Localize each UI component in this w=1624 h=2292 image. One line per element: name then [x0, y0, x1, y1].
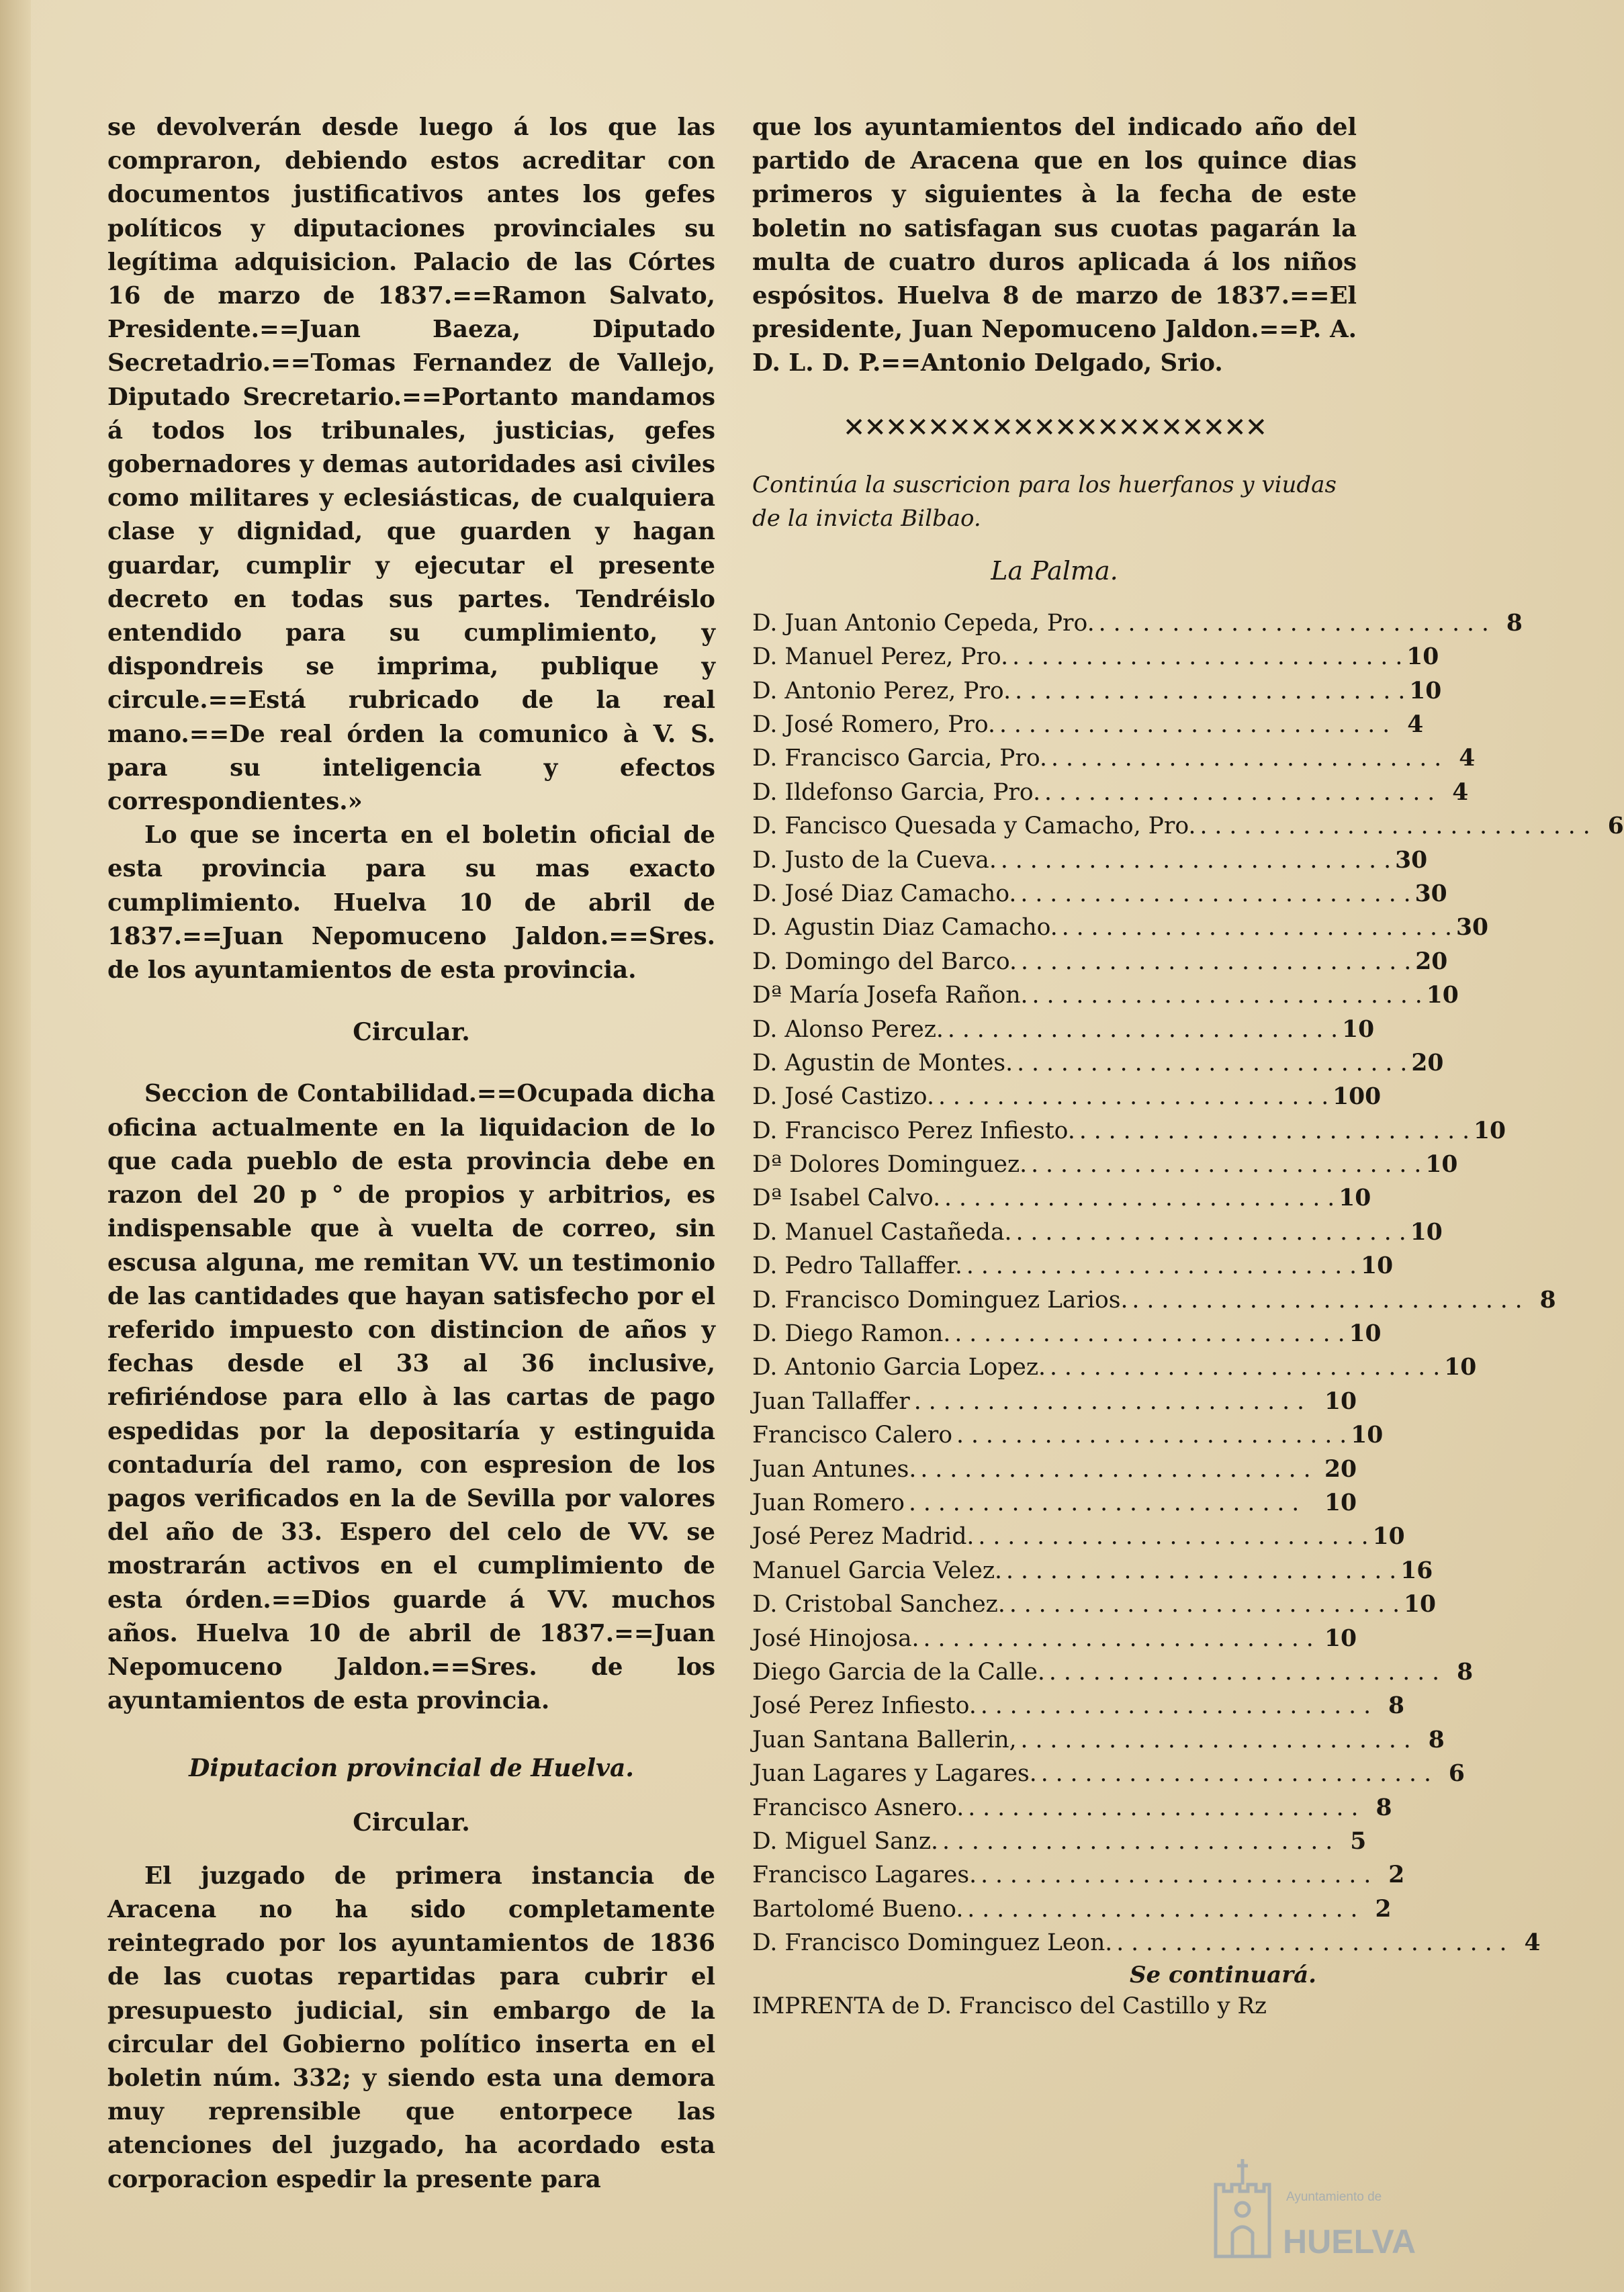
donor-amount: 30 — [1395, 846, 1428, 874]
donor-amount: 5 — [1350, 1827, 1367, 1855]
donor-row — [752, 1114, 1506, 1148]
donor-name: D. Juan Antonio Cepeda, Pro. — [752, 609, 1095, 637]
donor-name: D. José Romero, Pro. — [752, 711, 995, 738]
donor-amount: 10 — [1324, 1489, 1357, 1516]
leader-dots: . . . . . . . . . . . . . . . . . . . . . . . . . . . — [1016, 1218, 1406, 1246]
leader-dots: . . . . . . . . . . . . . . . . . . . . . . . . . . . — [944, 1185, 1335, 1212]
donor-amount: 2 — [1388, 1862, 1405, 1889]
donor-amount: 10 — [1349, 1320, 1382, 1348]
left-column — [107, 111, 715, 2197]
donor-name: Francisco Asnero. — [752, 1794, 964, 1821]
donor-list — [752, 606, 1624, 1960]
leader-dots: . . . . . . . . . . . . . . . . . . . . . . . . . . . — [966, 1252, 1357, 1280]
donor-amount: 10 — [1425, 1151, 1458, 1179]
donor-amount: 10 — [1342, 1015, 1375, 1043]
place-heading: La Palma. — [991, 555, 1118, 586]
subscription-title: Continúa la suscricion para los huerfanos y viudas de la invicta Bilbao. — [752, 471, 1337, 532]
leader-dots: . . . . . . . . . . . . . . . . . . . . . . . . . . . — [968, 1794, 1359, 1821]
donor-row — [752, 1080, 1382, 1113]
donor-row — [752, 1655, 1474, 1689]
donor-amount: 10 — [1339, 1185, 1371, 1212]
donor-name: D. Cristobal Sanchez. — [752, 1591, 1005, 1618]
leader-dots: . . . . . . . . . . . . . . . . . . . . . . . . . . . — [923, 1624, 1314, 1652]
donor-row — [752, 1825, 1367, 1858]
donor-row — [752, 606, 1523, 640]
leader-dots: . . . . . . . . . . . . . . . . . . . . . . . . . . . — [1020, 1726, 1411, 1753]
castle-crest-icon — [1216, 2159, 1269, 2256]
donor-name: D. Antonio Perez, Pro. — [752, 677, 1011, 704]
donor-amount: 10 — [1426, 982, 1459, 1009]
donor-amount: 20 — [1411, 1049, 1444, 1076]
leader-dots: . . . . . . . . . . . . . . . . . . . . . . . . . . . — [1012, 643, 1403, 671]
leader-dots: . . . . . . . . . . . . . . . . . . . . . . . . . . . — [1015, 677, 1406, 704]
donor-amount: 10 — [1406, 643, 1439, 671]
donor-row — [752, 1588, 1437, 1621]
donor-amount: 16 — [1400, 1557, 1433, 1584]
donor-name: D. Manuel Castañeda. — [752, 1218, 1012, 1246]
leader-dots: . . . . . . . . . . . . . . . . . . . . . . . . . . . — [1017, 1049, 1408, 1076]
donor-amount: 10 — [1410, 1218, 1443, 1246]
donor-name: Diego Garcia de la Calle. — [752, 1658, 1045, 1686]
donor-name: Juan Antunes. — [752, 1455, 917, 1483]
donor-name: D. Francisco Garcia, Pro. — [752, 745, 1048, 772]
donor-amount: 8 — [1428, 1726, 1445, 1753]
donor-amount: 10 — [1404, 1591, 1437, 1618]
leader-dots: . . . . . . . . . . . . . . . . . . . . . . . . . . . — [980, 1692, 1371, 1720]
donor-name: Dª Dolores Dominguez. — [752, 1151, 1028, 1179]
donor-row — [752, 674, 1442, 708]
donor-amount: 4 — [1452, 778, 1469, 806]
circular-heading: Circular. — [353, 1018, 470, 1047]
donor-row — [752, 1723, 1445, 1757]
donor-row — [752, 1249, 1394, 1283]
donor-row — [752, 776, 1469, 809]
donor-amount: 10 — [1474, 1117, 1506, 1144]
donor-row — [752, 843, 1428, 877]
donor-amount: 10 — [1444, 1354, 1477, 1381]
donor-row — [752, 1283, 1556, 1317]
donor-name: D. Francisco Dominguez Larios. — [752, 1286, 1128, 1314]
donor-amount: 30 — [1414, 880, 1447, 907]
donor-name: Dª Isabel Calvo. — [752, 1185, 941, 1212]
leader-dots: . . . . . . . . . . . . . . . . . . . . . . . . . . . — [1049, 1354, 1441, 1381]
leader-dots: . . . . . . . . . . . . . . . . . . . . . . . . . . . — [1116, 1929, 1507, 1957]
donor-name: D. Diego Ramon. — [752, 1320, 951, 1348]
donor-amount: 8 — [1506, 609, 1523, 637]
donor-name: D. Alonso Perez. — [752, 1015, 944, 1043]
diputacion-heading: Diputacion provincial de Huelva. — [189, 1754, 634, 1783]
leader-dots: . . . . . . . . . . . . . . . . . . . . . . . . . . . — [1051, 745, 1442, 772]
leader-dots: . . . . . . . . . . . . . . . . . . . . . . . . . . . — [1061, 914, 1452, 942]
donor-row — [752, 1181, 1371, 1215]
donor-row — [752, 1148, 1458, 1181]
donor-row — [752, 640, 1439, 674]
donor-name: Manuel Garcia Velez. — [752, 1557, 1003, 1584]
donor-amount: 10 — [1372, 1523, 1405, 1551]
donor-name: Bartolomé Bueno. — [752, 1895, 964, 1923]
leader-dots: . . . . . . . . . . . . . . . . . . . . . . . . . . . — [1000, 846, 1392, 874]
circular-contabilidad-text: Seccion de Contabilidad.==Ocupada dicha oficina actualmente en la liquidacion de lo que cada pueblo de esta provincia debe en razon del 20 p ° de propios y arbitrios, es indispensable que à vuelta de correo, sin escusa alguna, me remitan VV. un testimonio de las cantidades que hayan satisfecho por el referido impuesto con distincion de años y fechas desde el 33 al 36 inclusive, refiriéndose para ello à las cartas de pago espedidas por la depositaría y estinguida contaduría del ramo, con espresion de los pagos verificados en la de Sevilla por valores del año de 33. Espero del celo de VV. se mostrarán activos en el cumplimiento de esta órden.==Dios guarde á VV. muchos años. Huelva 10 de abril de 1837.==Juan Nepomuceno Jaldon.==Sres. de los ayuntamientos de esta provincia. — [107, 1080, 715, 1715]
ornamental-separator: ✕✕✕✕✕✕✕✕✕✕✕✕✕✕✕✕✕✕✕✕ — [842, 412, 1267, 443]
donor-name: Juan Romero — [752, 1489, 905, 1516]
aracena-continuation: que los ayuntamientos del indicado año del partido de Aracena que en los quince dias primeros y siguientes à la fecha de este boletin no satisfagan sus cuotas pagarán la multa de cuatro duros aplicada á los niños espósitos. Huelva 8 de marzo de 1837.==El presidente, Juan Nepomuceno Jaldon.==P. A. D. L. D. P.==Antonio Delgado, Srio. — [752, 113, 1357, 377]
donor-row — [752, 1013, 1375, 1046]
leader-dots: . . . . . . . . . . . . . . . . . . . . . . . . . . . — [913, 1387, 1304, 1415]
leader-dots: . . . . . . . . . . . . . . . . . . . . . . . . . . . — [1132, 1286, 1523, 1314]
leader-dots: . . . . . . . . . . . . . . . . . . . . . . . . . . . — [978, 1523, 1369, 1551]
donor-name: D. Domingo del Barco. — [752, 948, 1017, 975]
donor-amount: 10 — [1324, 1624, 1357, 1652]
donor-amount: 10 — [1351, 1422, 1384, 1449]
donor-name: D. Antonio Garcia Lopez. — [752, 1354, 1046, 1381]
donor-row — [752, 911, 1488, 944]
watermark-line1: Ayuntamiento de — [1286, 2190, 1382, 2204]
leader-dots: . . . . . . . . . . . . . . . . . . . . . . . . . . . — [1079, 1117, 1470, 1144]
donor-name: D. Ildefonso Garcia, Pro. — [752, 778, 1041, 806]
donor-name: José Hinojosa. — [752, 1624, 919, 1652]
continued-note: Se continuará. — [1130, 1962, 1316, 1989]
donor-name: D. José Diaz Camacho. — [752, 880, 1017, 907]
donor-row — [752, 1486, 1357, 1520]
donor-row — [752, 1554, 1433, 1588]
donor-name: D. José Castizo. — [752, 1083, 934, 1111]
donor-amount: 8 — [1375, 1794, 1392, 1821]
donor-name: D. Miguel Sanz. — [752, 1827, 939, 1855]
donor-row — [752, 1385, 1357, 1418]
donor-amount: 4 — [1407, 711, 1424, 738]
donor-amount: 6 — [1448, 1760, 1465, 1788]
donor-amount: 100 — [1333, 1083, 1382, 1111]
donor-name: D. Fancisco Quesada y Camacho, Pro. — [752, 813, 1196, 840]
donor-amount: 8 — [1539, 1286, 1556, 1314]
leader-dots: . . . . . . . . . . . . . . . . . . . . . . . . . . . — [920, 1455, 1311, 1483]
donor-row — [752, 1453, 1357, 1486]
donor-row — [752, 1926, 1541, 1960]
donor-amount: 4 — [1459, 745, 1476, 772]
donor-row — [752, 1350, 1477, 1384]
donor-row — [752, 978, 1459, 1012]
leader-dots: . . . . . . . . . . . . . . . . . . . . . . . . . . . — [954, 1320, 1345, 1348]
donor-row — [752, 877, 1447, 911]
leader-dots: . . . . . . . . . . . . . . . . . . . . . . . . . . . — [1006, 1557, 1397, 1584]
donor-row — [752, 1757, 1465, 1790]
leader-dots: . . . . . . . . . . . . . . . . . . . . . . . . . . . — [981, 1862, 1371, 1889]
watermark-line2: HUELVA — [1283, 2223, 1416, 2260]
donor-amount: 8 — [1388, 1692, 1405, 1720]
leader-dots: . . . . . . . . . . . . . . . . . . . . . . . . . . . — [1031, 1151, 1422, 1179]
donor-row — [752, 741, 1476, 775]
donor-amount: 10 — [1361, 1252, 1394, 1280]
leader-dots: . . . . . . . . . . . . . . . . . . . . . . . . . . . — [1098, 609, 1489, 637]
donor-row — [752, 1689, 1405, 1723]
donor-row — [752, 1216, 1443, 1249]
donor-row — [752, 945, 1448, 978]
leader-dots: . . . . . . . . . . . . . . . . . . . . . . . . . . . — [1020, 948, 1412, 975]
leader-dots: . . . . . . . . . . . . . . . . . . . . . . . . . . . — [999, 711, 1390, 738]
donor-name: D. Justo de la Cueva. — [752, 846, 997, 874]
donor-name: Dª María Josefa Rañon. — [752, 982, 1028, 1009]
donor-row — [752, 1858, 1405, 1892]
page-edge — [0, 0, 31, 2292]
printer-imprint: IMPRENTA de D. Francisco del Castillo y Rz — [752, 1992, 1267, 2020]
donor-name: D. Agustin de Montes. — [752, 1049, 1013, 1076]
donor-row — [752, 1418, 1384, 1452]
donor-amount: 10 — [1324, 1387, 1357, 1415]
leader-dots: . . . . . . . . . . . . . . . . . . . . . . . . . . . — [1020, 880, 1411, 907]
donor-row — [752, 708, 1424, 741]
donor-amount: 30 — [1455, 914, 1488, 942]
leader-dots: . . . . . . . . . . . . . . . . . . . . . . . . . . . — [908, 1489, 1300, 1516]
donor-row — [752, 1520, 1405, 1553]
insertion-note: Lo que se incerta en el boletin oficial de esta provincia para su mas exacto cumplimiento. Huelva 10 de abril de 1837.==Juan Nepomuceno Jaldon.==Sres. de los ayuntamientos de esta provincia. — [107, 821, 715, 984]
donor-name: Francisco Lagares. — [752, 1862, 977, 1889]
circular-juzgado-text: El juzgado de primera instancia de Aracena no ha sido completamente reintegrado por los ayuntamientos de 1836 de las cuotas repartidas para cubrir el presupuesto judicial, sin embargo de la circular del Gobierno político inserta en el boletin núm. 332; y siendo esta una demora muy reprensible que entorpece las atenciones del juzgado, ha acordado esta corporacion espedir la presente para — [107, 1862, 715, 2193]
leader-dots: . . . . . . . . . . . . . . . . . . . . . . . . . . . — [956, 1422, 1347, 1449]
leader-dots: . . . . . . . . . . . . . . . . . . . . . . . . . . . — [1040, 1760, 1431, 1788]
donor-amount: 20 — [1415, 948, 1448, 975]
leader-dots: . . . . . . . . . . . . . . . . . . . . . . . . . . . — [1200, 813, 1590, 840]
leader-dots: . . . . . . . . . . . . . . . . . . . . . . . . . . . — [1032, 982, 1423, 1009]
donor-name: José Perez Madrid. — [752, 1523, 975, 1551]
donor-name: D. Agustin Diaz Camacho. — [752, 914, 1058, 942]
donor-amount: 2 — [1375, 1895, 1392, 1923]
leader-dots: . . . . . . . . . . . . . . . . . . . . . . . . . . . — [1044, 778, 1435, 806]
donor-name: D. Francisco Dominguez Leon. — [752, 1929, 1113, 1957]
donor-row — [752, 1892, 1392, 1926]
leader-dots: . . . . . . . . . . . . . . . . . . . . . . . . . . . — [1048, 1658, 1440, 1686]
right-column — [752, 111, 1624, 2021]
donor-name: D. Manuel Perez, Pro. — [752, 643, 1009, 671]
donor-row — [752, 1622, 1357, 1655]
donor-amount: 10 — [1409, 677, 1442, 704]
leader-dots: . . . . . . . . . . . . . . . . . . . . . . . . . . . — [938, 1083, 1329, 1111]
donor-row — [752, 809, 1624, 843]
leader-dots: . . . . . . . . . . . . . . . . . . . . . . . . . . . — [1009, 1591, 1400, 1618]
circular-heading-2: Circular. — [353, 1808, 470, 1837]
leader-dots: . . . . . . . . . . . . . . . . . . . . . . . . . . . — [947, 1015, 1339, 1043]
leader-dots: . . . . . . . . . . . . . . . . . . . . . . . . . . . — [942, 1827, 1333, 1855]
donor-amount: 4 — [1524, 1929, 1541, 1957]
donor-name: D. Francisco Perez Infiesto. — [752, 1117, 1075, 1144]
donor-amount: 6 — [1607, 813, 1624, 840]
decree-text: se devolverán desde luego á los que las compraron, debiendo estos acreditar con documentos justificativos antes los gefes políticos y diputaciones provinciales su legítima adquisicion. Palacio de las Córtes 16 de marzo de 1837.==Ramon Salvato, Presidente.==Juan Baeza, Diputado Secretadrio.==Tomas Fernandez de Vallejo, Diputado Srecretario.==Portanto mandamos á todos los tribunales, justicias, gefes gobernadores y demas autoridades asi civiles como militares y eclesiásticas, de cualquiera clase y dignidad, que guarden y hagan guardar, cumplir y ejecutar el presente decreto en todas sus partes. Tendréislo entendido para su cumplimiento, y dispondreis se imprima, publique y circule.==Está rubricado de la real mano.==De real órden la comunico à V. S. para su inteligencia y efectos correspondientes.» — [107, 113, 715, 816]
donor-name: Juan Lagares y Lagares. — [752, 1760, 1037, 1788]
leader-dots: . . . . . . . . . . . . . . . . . . . . . . . . . . . — [967, 1895, 1358, 1923]
donor-row — [752, 1317, 1382, 1350]
donor-amount: 20 — [1324, 1455, 1357, 1483]
donor-row — [752, 1791, 1392, 1825]
donor-name: D. Pedro Tallaffer. — [752, 1252, 962, 1280]
donor-name: Juan Tallaffer — [752, 1387, 910, 1415]
donor-name: Juan Santana Ballerin, — [752, 1726, 1017, 1753]
donor-amount: 8 — [1457, 1658, 1474, 1686]
donor-name: José Perez Infiesto. — [752, 1692, 977, 1720]
donor-name: Francisco Calero — [752, 1422, 953, 1449]
donor-row — [752, 1046, 1444, 1080]
huelva-watermark — [1202, 2146, 1444, 2263]
